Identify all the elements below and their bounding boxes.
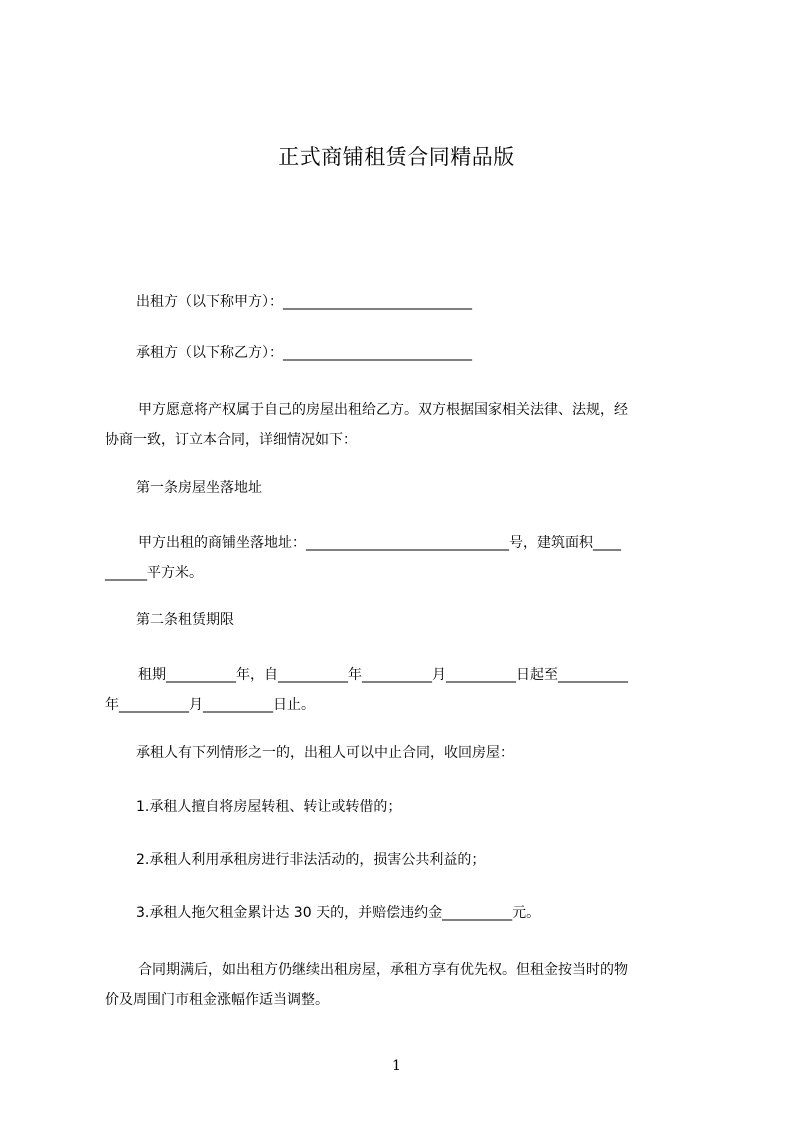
intro-paragraph <box>105 395 701 455</box>
renewal-line-1: 合同期满后，如出租方仍继续出租房屋，承租方享有优先权。但租金按当时的物 <box>138 962 628 978</box>
article1-line-2: ______平方米。 <box>105 565 203 581</box>
intro-line-1: 甲方愿意将产权属于自己的房屋出租给乙方。双方根据国家相关法律、法规，经 <box>138 402 628 418</box>
lessor-line: 出租方（以下称甲方）：___________________________ <box>136 294 472 310</box>
termination-intro: 承租人有下列情形之一的，出租人可以中止合同，收回房屋： <box>136 745 514 761</box>
article2-heading: 第二条租赁期限 <box>136 612 234 628</box>
article2-line-2: 年__________月__________日止。 <box>105 697 315 713</box>
renewal-line-2: 价及周围门市租金涨幅作适当调整。 <box>105 992 329 1008</box>
intro-line-2: 协商一致，订立本合同，详细情况如下： <box>105 432 357 448</box>
renewal-paragraph <box>105 955 701 1015</box>
article2-paragraph <box>105 660 701 720</box>
article2-line-1: 租期__________年，自__________年__________月__________日起至__________ <box>138 667 628 683</box>
article1-line-1: 甲方出租的商铺坐落地址：_____________________________号，建筑面积____ <box>138 535 621 551</box>
article1-heading: 第一条房屋坐落地址 <box>136 480 262 496</box>
termination-item-2: 2.承租人利用承租房进行非法活动的，损害公共利益的； <box>136 852 486 868</box>
lessee-line: 承租方（以下称乙方）：___________________________ <box>136 345 472 361</box>
article1-paragraph <box>105 528 701 588</box>
page-number: 1 <box>392 1058 401 1074</box>
termination-item-3: 3.承租人拖欠租金累计达 30 天的，并赔偿违约金__________元。 <box>136 905 541 921</box>
termination-item-1: 1.承租人擅自将房屋转租、转让或转借的； <box>136 799 402 815</box>
document-title: 正式商铺租赁合同精品版 <box>278 145 515 169</box>
